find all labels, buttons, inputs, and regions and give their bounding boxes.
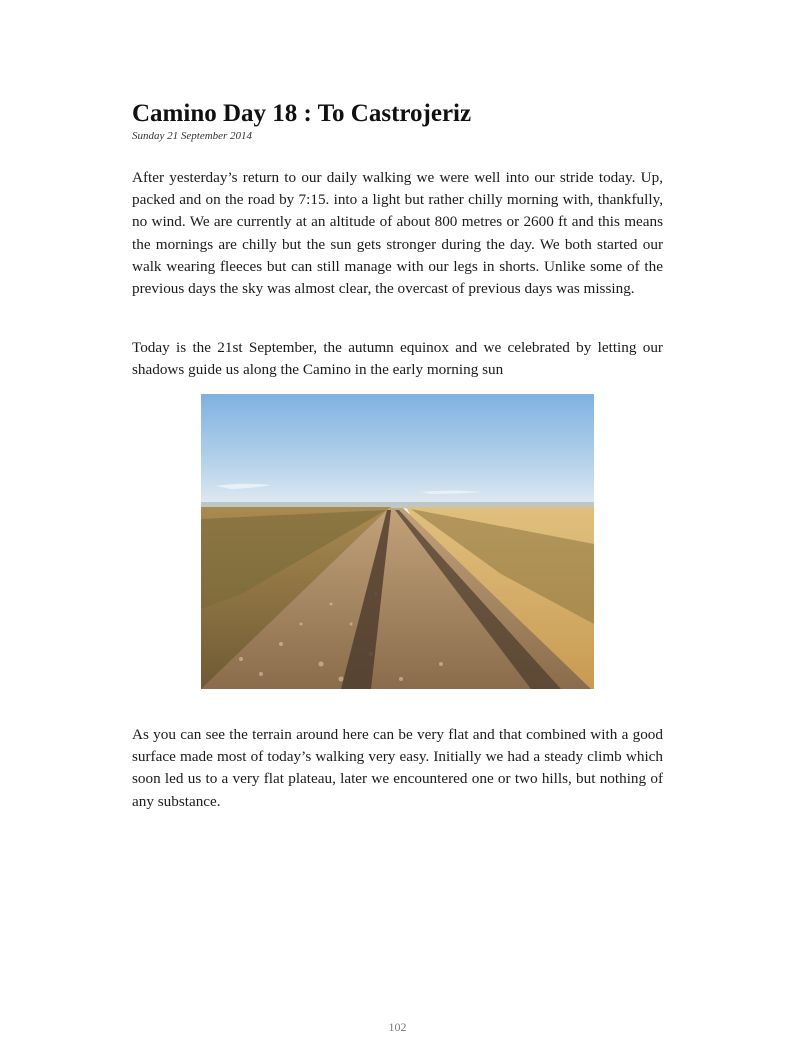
paragraph-3: As you can see the terrain around here can be very flat and that combined with a good surface made most of today’s walking very easy. Initially we had a steady climb which soon led us to a very flat plateau, later we encountered one or two hills, but nothing of any substance.: [132, 726, 663, 810]
page-title: Camino Day 18 : To Castrojeriz: [132, 100, 472, 127]
paragraph-2: Today is the 21st September, the autumn equinox and we celebrated by letting our shadows guide us along the Camino in the early morning sun: [132, 339, 663, 379]
camino-shadows-photo: [201, 394, 594, 689]
page-number: 102: [388, 1020, 407, 1034]
post-date: Sunday 21 September 2014: [132, 130, 253, 142]
paragraph-1: After yesterday’s return to our daily walking we were well into our stride today. Up, packed and on the road by 7:15. into a light but rather chilly morning with, thankfully, no wind. We are currently at an altitude of about 800 metres or 2600 ft and this means the mornings are chilly but the sun gets stronger during the day. We both started our walk wearing fleeces but can still manage with our legs in shorts. Unlike some of the previous days the sky was almost clear, the overcast of previous days was missing.: [132, 169, 663, 298]
